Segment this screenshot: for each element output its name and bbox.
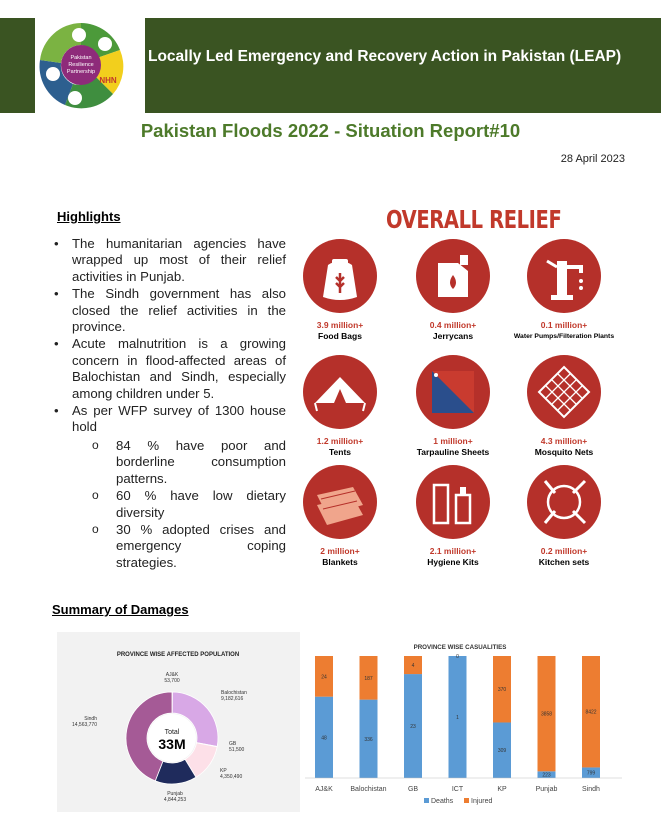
water-pump-icon [527, 239, 601, 313]
slice-value: 53,700 [164, 678, 180, 684]
logo-badge: NHN [99, 76, 117, 85]
slice-label: AJ&K [165, 672, 179, 678]
deaths-value-label: 1 [456, 715, 459, 721]
deaths-value-label: 223 [542, 772, 551, 779]
slice-label: Sindh [84, 716, 97, 722]
relief-qty: 0.4 million+ [429, 320, 477, 330]
highlight-item-text: As per WFP survey of 1300 house hold [72, 403, 286, 435]
banner-title: Locally Led Emergency and Recovery Action in Pakistan (LEAP) [148, 48, 622, 65]
bar-chart-svg [300, 632, 630, 812]
relief-item-blankets [285, 465, 395, 567]
relief-item-mosquito-nets [509, 355, 619, 457]
deaths-value-label: 336 [364, 736, 373, 743]
injured-value-label: 370 [497, 687, 507, 694]
relief-label: Food Bags [318, 331, 362, 341]
hygiene-kit-icon [416, 465, 490, 539]
relief-item-hygiene-kits [398, 465, 508, 567]
jerrycan-icon [416, 239, 490, 313]
sub-item: o 84 % have poor and borderline consumption patterns. [72, 438, 286, 487]
category-label: KP [497, 786, 507, 793]
injured-value-label: 187 [364, 675, 373, 682]
category-label: AJ&K [315, 786, 333, 793]
affected-population-chart [57, 632, 300, 812]
legend-swatch-deaths [424, 798, 429, 803]
food-bag-icon [303, 239, 377, 313]
kitchen-set-icon [527, 465, 601, 539]
donut-center-value: 33M [158, 736, 186, 752]
relief-item-tents [285, 355, 395, 457]
injured-value-label: 0 [456, 654, 459, 660]
tarpaulin-icon [416, 355, 490, 429]
sub-item: o 60 % have low dietary diversity [72, 488, 286, 521]
tent-icon [303, 355, 377, 429]
casualties-chart [300, 632, 630, 812]
relief-item-kitchen-sets [509, 465, 619, 567]
category-label: Punjab [535, 786, 558, 793]
injured-value-label: 4 [411, 663, 415, 670]
legend-swatch-injured [464, 798, 469, 803]
relief-qty: 3.9 million+ [316, 320, 364, 330]
relief-label: Tarpauline Sheets [416, 447, 490, 457]
injured-value-label: 3858 [540, 711, 553, 718]
slice-label: GB [229, 741, 237, 747]
relief-qty: 0.1 million+ [540, 320, 588, 330]
legend-label-deaths: Deaths [431, 798, 454, 805]
pie-chart-svg [57, 632, 300, 812]
donut-center-label: Total [164, 729, 180, 736]
relief-label: Jerrycans [432, 331, 474, 341]
slice-value: 14,563,770 [71, 722, 97, 728]
category-label: Balochistan [350, 786, 387, 793]
relief-label: Water Pumps/Filteration Plants [513, 333, 615, 340]
legend-label-injured: Injured [471, 798, 493, 805]
deaths-value-label: 309 [497, 748, 507, 755]
deaths-value-label: 23 [410, 724, 416, 731]
relief-qty: 1.2 million+ [316, 436, 364, 446]
chart-title: PROVINCE WISE CASUALITIES [413, 644, 507, 651]
injured-value-label: 24 [321, 674, 327, 681]
injured-value-label: 8422 [585, 709, 597, 716]
slice-value: 9,182,616 [221, 696, 244, 702]
leap-logo [35, 18, 145, 113]
highlight-item [54, 403, 286, 571]
mosquito-net-icon [527, 355, 601, 429]
category-label: ICT [451, 786, 464, 793]
svg-text:Partnership: Partnership [66, 69, 96, 75]
slice-value: 4,844,253 [163, 797, 187, 803]
highlight-item: • Acute malnutrition is a growing concern in flood-affected areas of Balochistan and Sindh, especially among children under 5. [54, 336, 286, 402]
relief-item-jerrycans [398, 239, 508, 341]
relief-item-water-pumps [509, 239, 619, 341]
svg-text:Pakistan: Pakistan [70, 55, 92, 61]
relief-label: Hygiene Kits [427, 557, 479, 567]
relief-label: Tents [328, 447, 352, 457]
category-label: GB [407, 786, 419, 793]
highlights-heading: Highlights [57, 209, 121, 224]
relief-qty: 2.1 million+ [429, 546, 477, 556]
sub-item: o 30 % adopted crises and emergency coping strategies. [72, 522, 286, 571]
relief-label: Kitchen sets [538, 557, 590, 567]
relief-item-food-bags [285, 239, 395, 341]
relief-item-tarpaulin [398, 355, 508, 457]
relief-qty: 0.2 million+ [540, 546, 588, 556]
deaths-value-label: 799 [586, 770, 596, 777]
relief-qty: 2 million+ [320, 546, 360, 556]
highlights-list [54, 236, 286, 572]
deaths-value-label: 48 [321, 735, 327, 742]
highlight-item: • The humanitarian agencies have wrapped up most of their relief activities in Punjab. [54, 236, 286, 285]
slice-label: Punjab [167, 791, 183, 797]
slice-value: 51,500 [229, 747, 245, 753]
category-label: Sindh [582, 786, 600, 793]
relief-qty: 4.3 million+ [540, 436, 588, 446]
slice-label: Balochistan [221, 690, 247, 696]
slice-value: 4,350,490 [220, 774, 243, 780]
relief-label: Mosquito Nets [534, 447, 594, 457]
sub-list [72, 438, 286, 571]
highlight-item: • The Sindh government has also closed the relief activities in the province. [54, 286, 286, 335]
report-date: 28 April 2023 [560, 153, 625, 165]
overall-relief-heading: OVERALL RELIEF [386, 205, 562, 234]
blanket-icon [303, 465, 377, 539]
relief-qty: 1 million+ [433, 436, 473, 446]
chart-title: PROVINCE WISE AFFECTED POPULATION [116, 652, 240, 658]
relief-label: Blankets [322, 557, 358, 567]
slice-label: KP [220, 768, 227, 774]
svg-text:Resilience: Resilience [68, 62, 94, 68]
report-title: Pakistan Floods 2022 - Situation Report#10 [140, 120, 521, 141]
summary-heading: Summary of Damages [52, 602, 189, 617]
